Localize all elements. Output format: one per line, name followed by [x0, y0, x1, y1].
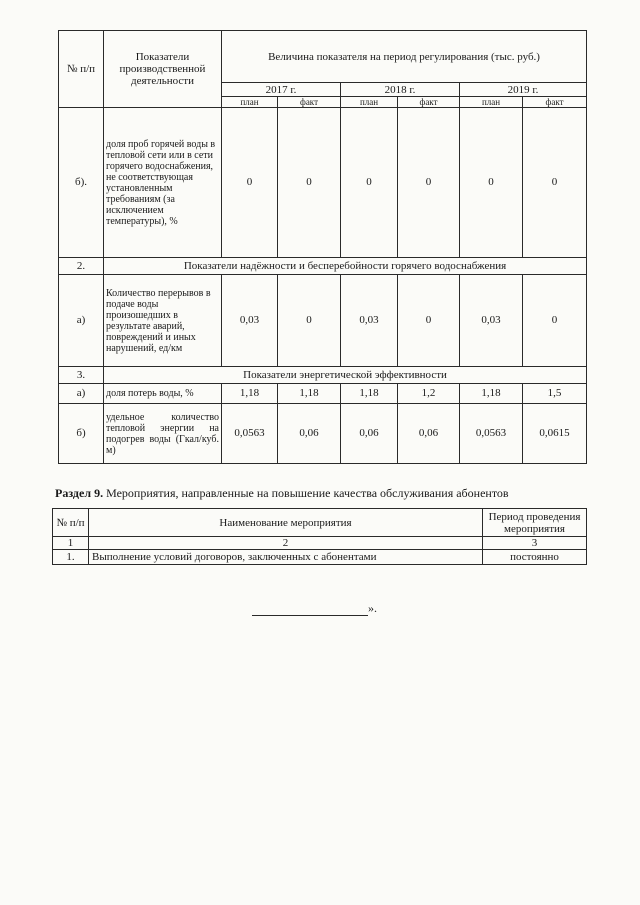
- closing-quote: ».: [368, 601, 377, 615]
- cell-value: 0,03: [341, 275, 398, 367]
- header-period: Период проведения мероприятия: [483, 509, 587, 537]
- plan-2019: план: [460, 97, 523, 108]
- row-num: 1.: [53, 550, 89, 565]
- row-num: а): [59, 384, 104, 404]
- cell-value: 0: [460, 108, 523, 258]
- row-num: а): [59, 275, 104, 367]
- row-label: Количество перерывов в подаче воды произошедших в результате аварий, повреждений и иных нарушений, ед/км: [104, 275, 222, 367]
- row-period: постоянно: [483, 550, 587, 565]
- cell-value: 0,03: [222, 275, 278, 367]
- row-label: доля проб горячей воды в тепловой сети или в сети горячего водоснабжения, не соответствующая установленным требованиям (за исключением температуры), %: [104, 108, 222, 258]
- cell-value: 0,0563: [222, 404, 278, 464]
- fact-2018: факт: [398, 97, 460, 108]
- year-2019: 2019 г.: [460, 83, 587, 97]
- cell-value: 0: [398, 275, 460, 367]
- section-num: 2.: [59, 258, 104, 275]
- cell-value: 0,0563: [460, 404, 523, 464]
- row-num: б): [59, 404, 104, 464]
- index-cell: 1: [53, 537, 89, 550]
- table-row: [59, 108, 587, 258]
- cell-value: 1,18: [460, 384, 523, 404]
- table-row: [59, 384, 587, 404]
- section-title: Показатели энергетической эффективности: [104, 367, 587, 384]
- cell-value: 1,5: [523, 384, 587, 404]
- cell-value: 0: [278, 108, 341, 258]
- cell-value: 0,0615: [523, 404, 587, 464]
- header-value: Величина показателя на период регулирования (тыс. руб.): [222, 31, 587, 83]
- section-row: [59, 258, 587, 275]
- cell-value: 0,06: [341, 404, 398, 464]
- section-heading: [55, 486, 595, 501]
- cell-value: 1,18: [278, 384, 341, 404]
- row-num: б).: [59, 108, 104, 258]
- header-name: Наименование мероприятия: [89, 509, 483, 537]
- header-num: № п/п: [59, 31, 104, 108]
- cell-value: 0: [398, 108, 460, 258]
- table-row: [59, 404, 587, 464]
- index-cell: 2: [89, 537, 483, 550]
- table-row: [59, 275, 587, 367]
- section-label: Раздел 9.: [55, 486, 104, 500]
- cell-value: 1,18: [222, 384, 278, 404]
- fact-2019: факт: [523, 97, 587, 108]
- signature-line: [252, 603, 368, 616]
- cell-value: 1,18: [341, 384, 398, 404]
- row-label: доля потерь воды, %: [104, 384, 222, 404]
- header-num: № п/п: [53, 509, 89, 537]
- row-name: Выполнение условий договоров, заключенных с абонентами: [89, 550, 483, 565]
- cell-value: 0: [523, 108, 587, 258]
- cell-value: 0,06: [278, 404, 341, 464]
- cell-value: 0: [523, 275, 587, 367]
- cell-value: 0: [341, 108, 398, 258]
- section-title: Показатели надёжности и бесперебойности горячего водоснабжения: [104, 258, 587, 275]
- cell-value: 0,03: [460, 275, 523, 367]
- cell-value: 1,2: [398, 384, 460, 404]
- cell-value: 0,06: [398, 404, 460, 464]
- row-label: удельное количество тепловой энергии на подогрев воды (Гкал/куб. м): [104, 404, 222, 464]
- section-num: 3.: [59, 367, 104, 384]
- index-cell: 3: [483, 537, 587, 550]
- plan-2017: план: [222, 97, 278, 108]
- closing-line: [252, 601, 377, 616]
- section-row: [59, 367, 587, 384]
- section-title: Мероприятия, направленные на повышение качества обслуживания абонентов: [106, 486, 509, 500]
- measures-table: [52, 508, 587, 565]
- table-row: [53, 550, 587, 565]
- year-2017: 2017 г.: [222, 83, 341, 97]
- cell-value: 0: [278, 275, 341, 367]
- indicators-table: [58, 30, 587, 464]
- plan-2018: план: [341, 97, 398, 108]
- year-2018: 2018 г.: [341, 83, 460, 97]
- cell-value: 0: [222, 108, 278, 258]
- header-indicator: Показатели производственной деятельности: [104, 31, 222, 108]
- fact-2017: факт: [278, 97, 341, 108]
